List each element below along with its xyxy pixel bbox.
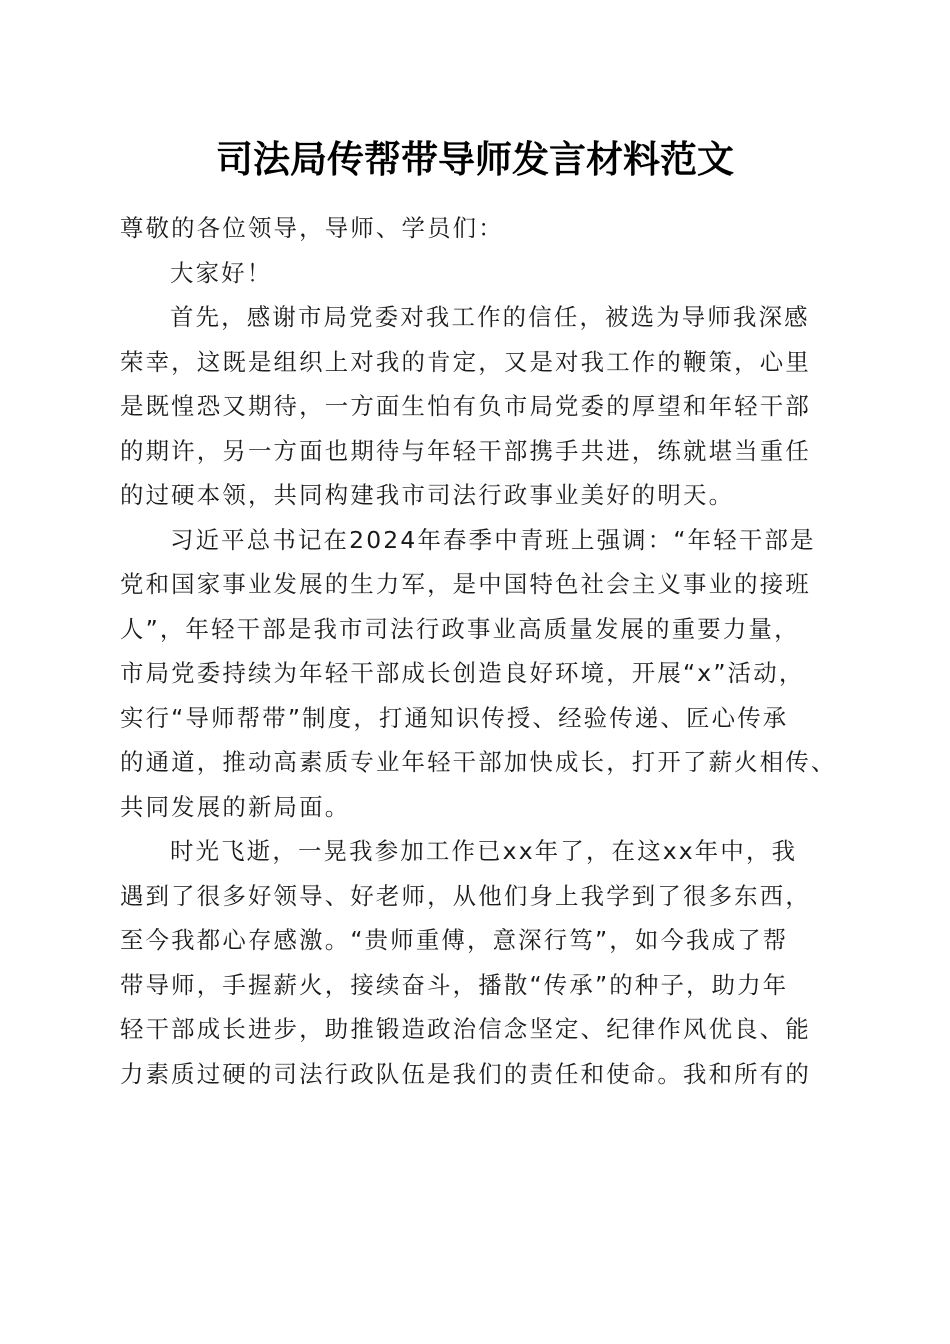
paragraph-line: 荣幸，这既是组织上对我的肯定，又是对我工作的鞭策，心里 <box>120 347 811 376</box>
paragraph-line: 习近平总书记在2024年春季中青班上强调：“年轻干部是 <box>170 525 816 554</box>
paragraph-line: 遇到了很多好领导、好老师，从他们身上我学到了很多东西， <box>120 881 811 910</box>
paragraph-line: 至今我都心存感激。“贵师重傅，意深行笃”，如今我成了帮 <box>120 926 789 954</box>
paragraph-line: 市局党委持续为年轻干部成长创造良好环境，开展“x”活动， <box>120 659 805 687</box>
paragraph-line: 实行“导师帮带”制度，打通知识传授、经验传递、匠心传承 <box>120 703 789 732</box>
paragraph-line: 的期许，另一方面也期待与年轻干部携手共进，练就堪当重任 <box>120 436 811 465</box>
paragraph-3 <box>120 829 825 1096</box>
paragraph-line: 共同发展的新局面。 <box>120 792 351 821</box>
salutation: 尊敬的各位领导，导师、学员们： <box>120 214 504 242</box>
paragraph-1 <box>120 295 825 518</box>
paragraph-line: 人”，年轻干部是我市司法行政事业高质量发展的重要力量， <box>120 614 800 643</box>
paragraph-line: 首先，感谢市局党委对我工作的信任，被选为导师我深感 <box>170 303 810 331</box>
paragraph-2 <box>120 518 837 830</box>
paragraph-line: 的过硬本领，共同构建我市司法行政事业美好的明天。 <box>120 481 735 509</box>
paragraph-line: 党和国家事业发展的生力军，是中国特色社会主义事业的接班 <box>120 570 811 598</box>
paragraph-line: 带导师，手握薪火，接续奋斗，播散“传承”的种子，助力年 <box>120 970 789 999</box>
paragraph-line: 力素质过硬的司法行政队伍是我们的责任和使命。我和所有的 <box>120 1059 811 1088</box>
document-title: 司法局传帮带导师发言材料范文 <box>216 137 734 181</box>
paragraph-line: 轻干部成长进步，助推锻造政治信念坚定、纪律作风优良、能 <box>120 1015 811 1043</box>
greeting: 大家好！ <box>170 258 273 287</box>
document-body <box>120 206 837 1096</box>
paragraph-line: 是既惶恐又期待，一方面生怕有负市局党委的厚望和年轻干部 <box>120 392 811 420</box>
paragraph-line: 的通道，推动高素质专业年轻干部加快成长，打开了薪火相传、 <box>120 748 837 776</box>
paragraph-line: 时光飞逝，一晃我参加工作已xx年了，在这xx年中，我 <box>170 837 798 865</box>
